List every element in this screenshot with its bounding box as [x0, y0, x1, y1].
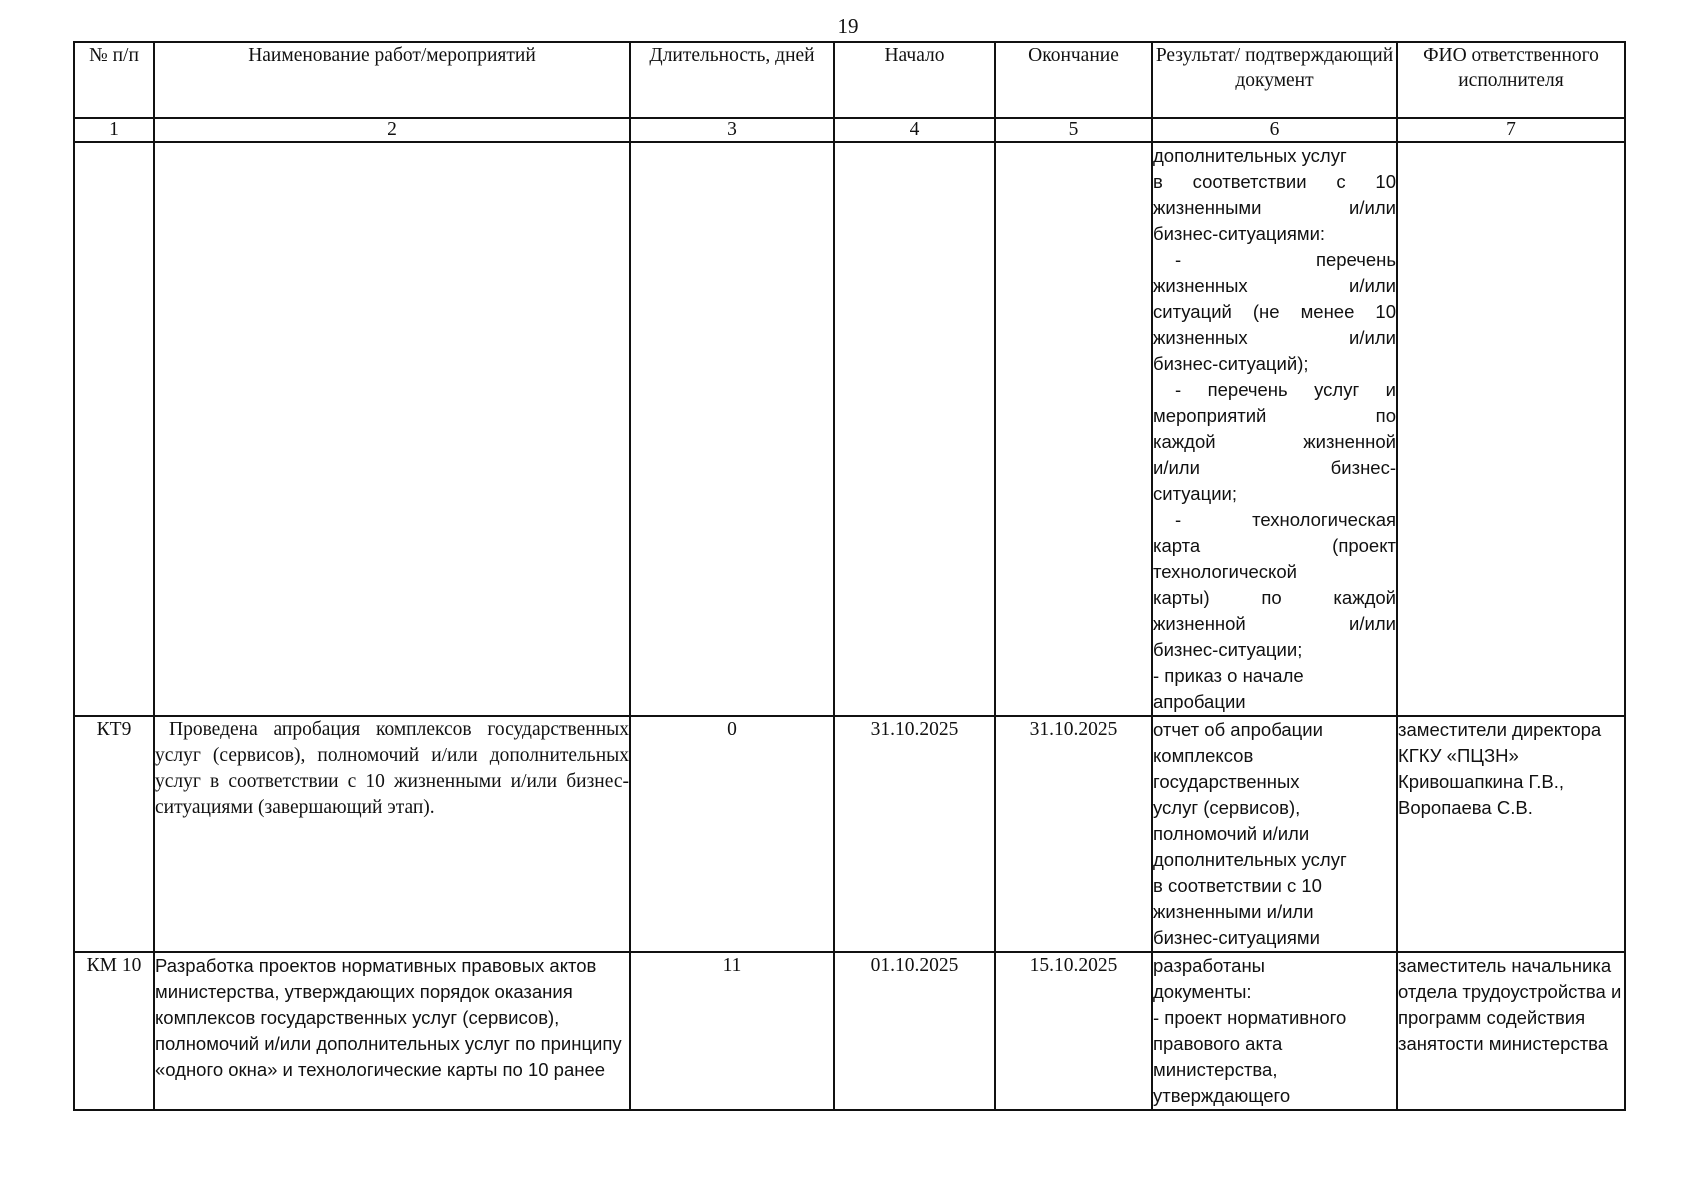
header-row	[74, 42, 1625, 118]
row-responsible: заместители директора КГКУ «ПЦЗН» Кривошапкина Г.В., Воропаева С.В.	[1397, 716, 1625, 952]
column-number: 6	[1152, 118, 1397, 142]
header-result: Результат/ подтверждающий документ	[1152, 42, 1397, 118]
result-line: дополнительных услуг	[1153, 145, 1347, 166]
row-end: 15.10.2025	[995, 952, 1152, 1110]
result-line: документы:	[1153, 981, 1252, 1002]
column-number: 2	[154, 118, 630, 142]
result-line: - технологическая	[1175, 509, 1396, 530]
work-plan-table	[73, 41, 1626, 1111]
result-line: министерства,	[1153, 1059, 1278, 1080]
result-line: полномочий и/или	[1153, 823, 1310, 844]
row-work-name: Проведена апробация комплексов государственных услуг (сервисов), полномочий и/или дополнительных услуг в соответствии с 10 жизненными и/или бизнес-ситуациями (завершающий этап).	[154, 716, 630, 952]
result-line: и/или бизнес-	[1153, 457, 1396, 478]
column-number: 7	[1397, 118, 1625, 142]
result-line: жизненными и/или	[1153, 197, 1396, 218]
page-number: 19	[837, 14, 859, 38]
row-start: 31.10.2025	[834, 716, 995, 952]
result-line: бизнес-ситуациями	[1153, 927, 1320, 948]
result-line: карты) по каждой	[1153, 587, 1396, 608]
row-id: КТ9	[74, 716, 154, 952]
row-result	[1152, 142, 1397, 716]
result-line: - проект нормативного	[1153, 1007, 1347, 1028]
header-work-name: Наименование работ/мероприятий	[154, 42, 630, 118]
result-line: бизнес-ситуаций);	[1153, 353, 1309, 374]
result-line: утверждающего	[1153, 1085, 1291, 1106]
result-line: - приказ о начале	[1153, 665, 1304, 686]
result-line: - перечень	[1175, 249, 1396, 270]
column-number: 5	[995, 118, 1152, 142]
result-line: жизненных и/или	[1153, 327, 1396, 348]
result-line: бизнес-ситуациями:	[1153, 223, 1326, 244]
header-number: № п/п	[74, 42, 154, 118]
result-line: государственных	[1153, 771, 1300, 792]
row-start: 01.10.2025	[834, 952, 995, 1110]
result-line: в соответствии с 10	[1153, 171, 1396, 192]
table-row	[74, 142, 1625, 716]
result-line: - перечень услуг и	[1175, 379, 1396, 400]
result-line: карта (проект	[1153, 535, 1396, 556]
header-start: Начало	[834, 42, 995, 118]
result-line: ситуации;	[1153, 483, 1237, 504]
result-line: разработаны	[1153, 955, 1265, 976]
row-id: КМ 10	[74, 952, 154, 1110]
result-line: технологической	[1153, 561, 1297, 582]
result-line: мероприятий по	[1153, 405, 1396, 426]
row-result	[1152, 952, 1397, 1110]
row-id	[74, 142, 154, 716]
column-number: 4	[834, 118, 995, 142]
column-number: 3	[630, 118, 834, 142]
row-end: 31.10.2025	[995, 716, 1152, 952]
header-responsible: ФИО ответственного исполнителя	[1397, 42, 1625, 118]
row-responsible	[1397, 142, 1625, 716]
result-line: правового акта	[1153, 1033, 1283, 1054]
header-duration: Длительность, дней	[630, 42, 834, 118]
result-line: дополнительных услуг	[1153, 849, 1347, 870]
row-start	[834, 142, 995, 716]
row-work-name	[154, 142, 630, 716]
column-number: 1	[74, 118, 154, 142]
result-line: комплексов	[1153, 745, 1254, 766]
result-line: жизненных и/или	[1153, 275, 1396, 296]
result-line: услуг (сервисов),	[1153, 797, 1301, 818]
result-line: бизнес-ситуации;	[1153, 639, 1303, 660]
result-line: ситуаций (не менее 10	[1153, 301, 1396, 322]
table-row	[74, 952, 1625, 1110]
row-result	[1152, 716, 1397, 952]
result-line: апробации	[1153, 691, 1246, 712]
row-duration: 11	[630, 952, 834, 1110]
table-row	[74, 716, 1625, 952]
row-responsible: заместитель начальника отдела трудоустройства и программ содействия занятости министерства	[1397, 952, 1625, 1110]
result-line: каждой жизненной	[1153, 431, 1396, 452]
result-line: в соответствии с 10	[1153, 875, 1322, 896]
column-numbers-row	[74, 118, 1625, 142]
result-line: жизненной и/или	[1153, 613, 1396, 634]
result-line: жизненными и/или	[1153, 901, 1314, 922]
row-work-name: Разработка проектов нормативных правовых актов министерства, утверждающих порядок оказания комплексов государственных услуг (сервисов), полномочий и/или дополнительных услуг по принципу «одного окна» и технологические карты по 10 ранее	[154, 952, 630, 1110]
row-duration: 0	[630, 716, 834, 952]
header-end: Окончание	[995, 42, 1152, 118]
result-line: отчет об апробации	[1153, 719, 1323, 740]
row-end	[995, 142, 1152, 716]
row-duration	[630, 142, 834, 716]
